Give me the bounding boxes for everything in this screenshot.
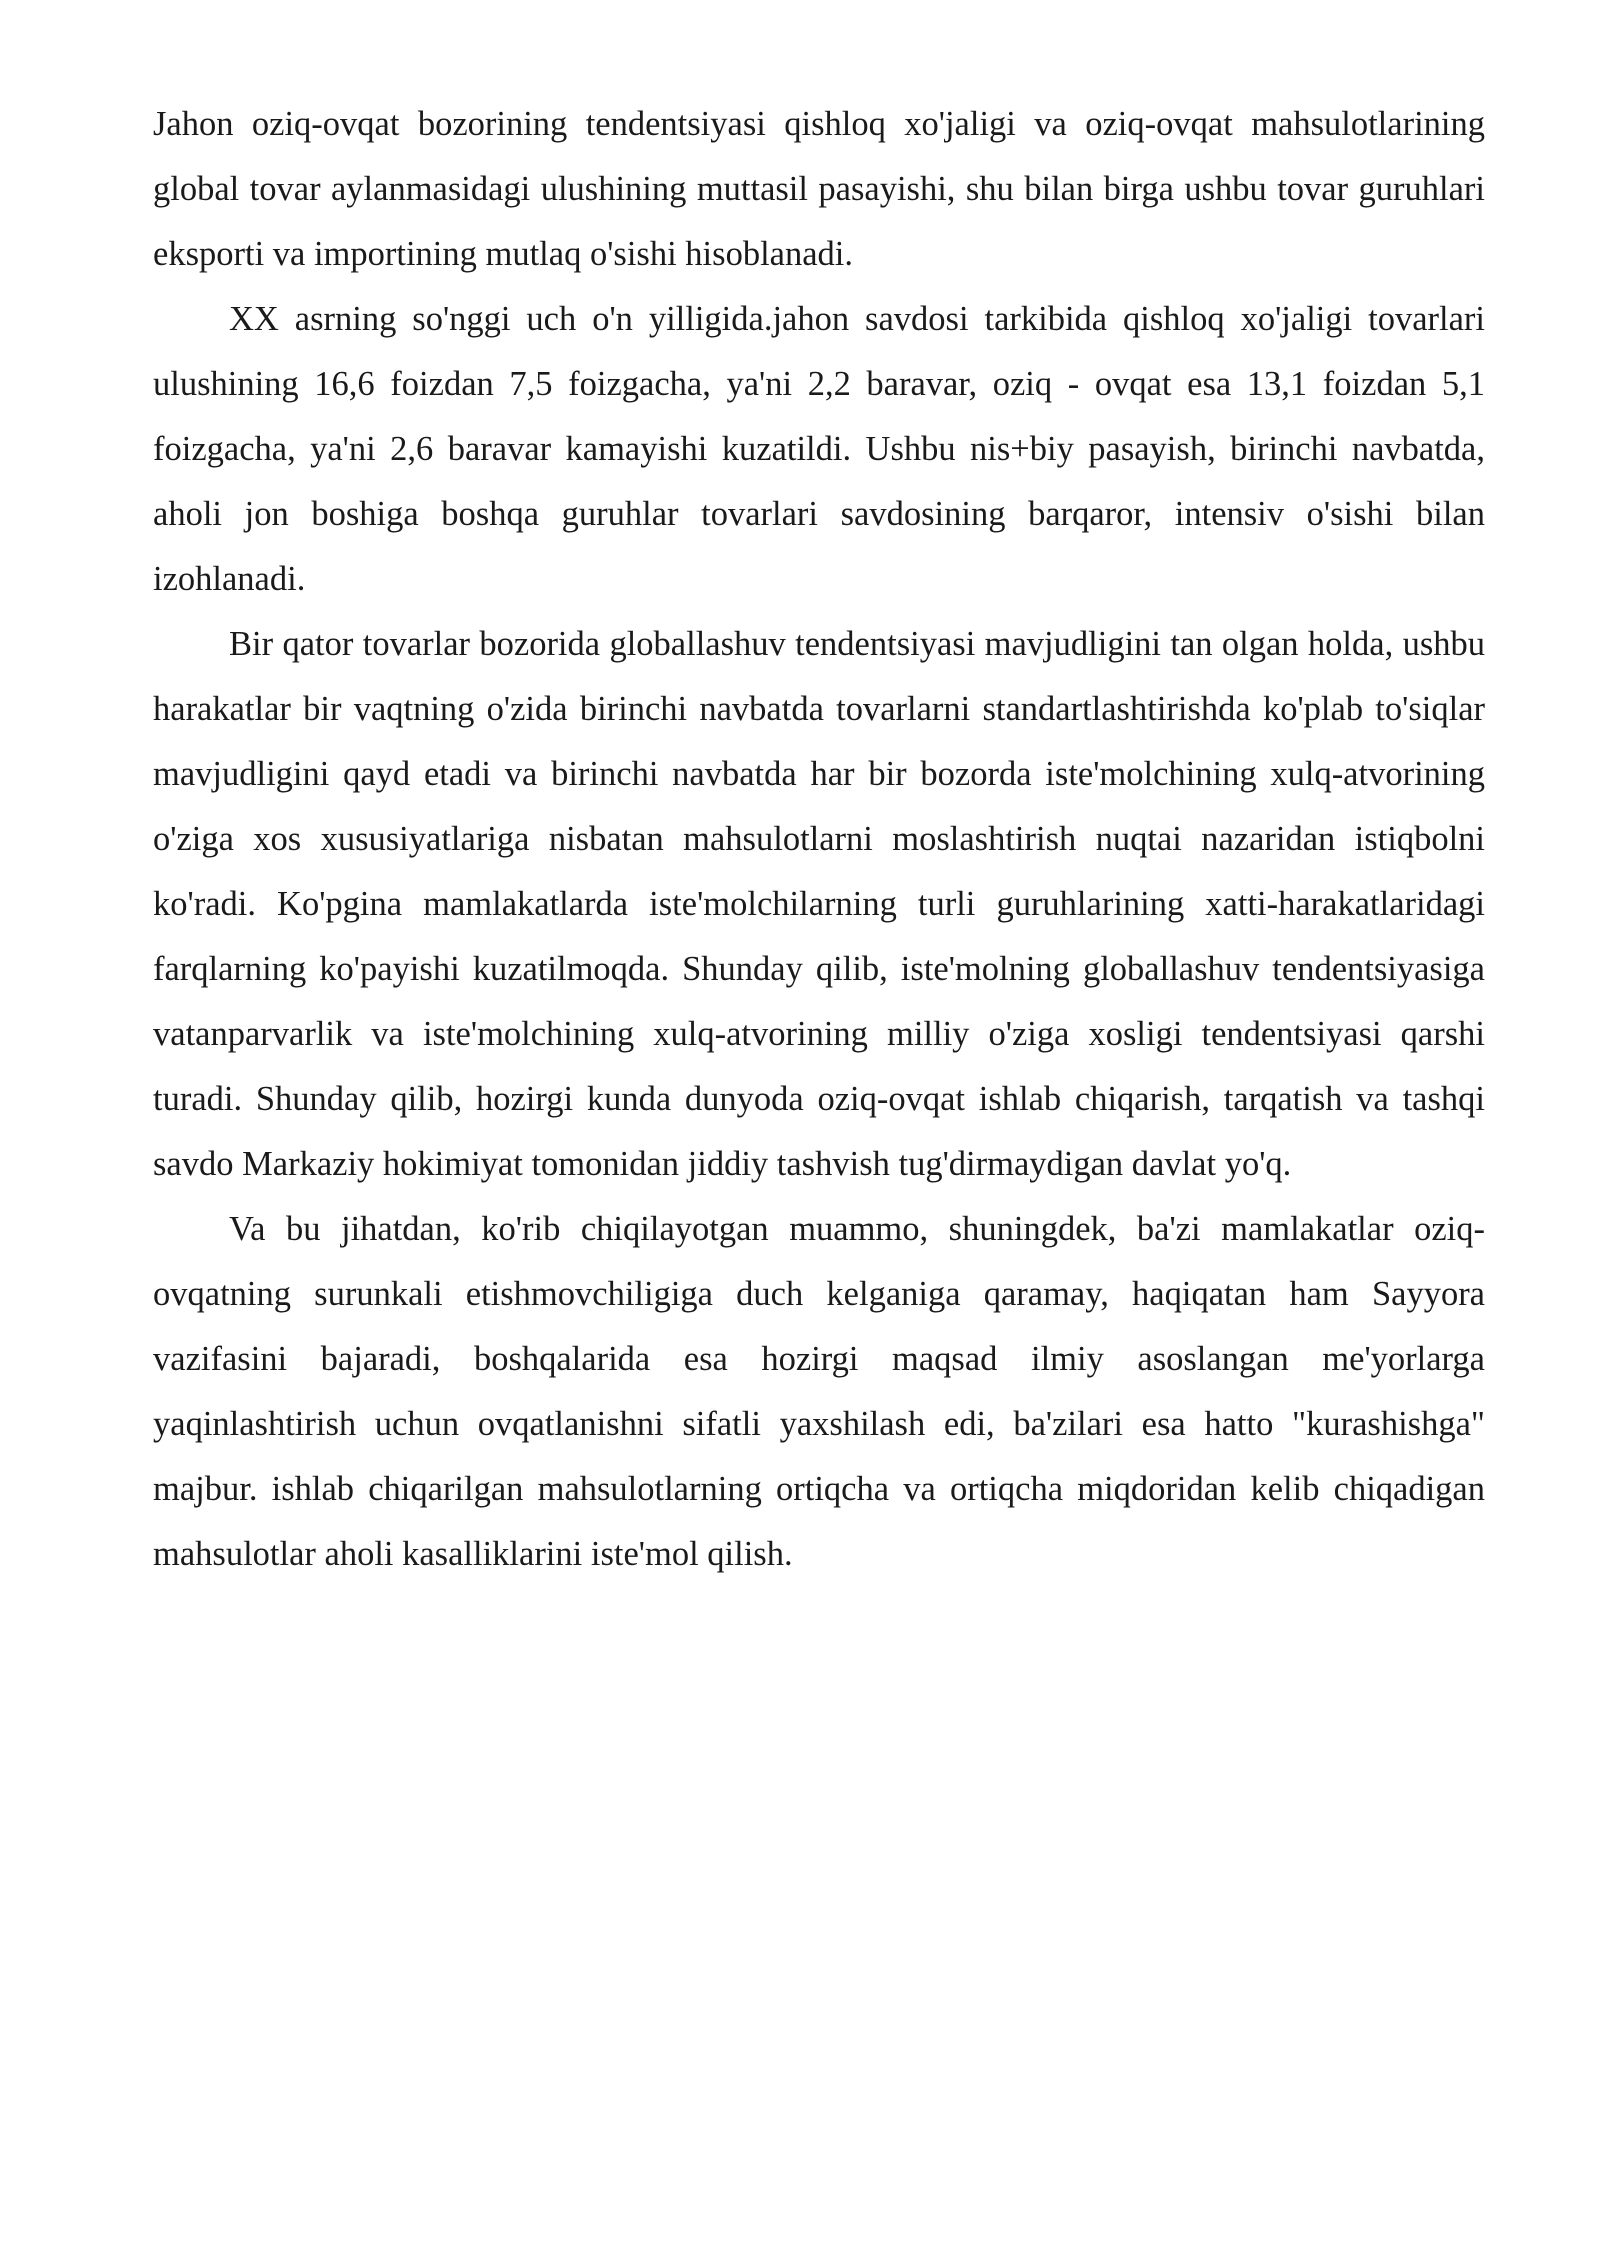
- paragraph-2: XX asrning so'nggi uch o'n yilligida.jahon savdosi tarkibida qishloq xo'jaligi tovarlari ulushining 16,6 foizdan 7,5 foizgacha, ya'ni 2,2 baravar, oziq - ovqat esa 13,1 foizdan 5,1 foizgacha, ya'ni 2,6 baravar kamayishi kuzatildi. Ushbu nis+biy pasayish, birinchi navbatda, aholi jon boshiga boshqa guruhlar tovarlari savdosining barqaror, intensiv o'sishi bilan izohlanadi.: [153, 300, 1485, 598]
- paragraph-4: Va bu jihatdan, ko'rib chiqilayotgan muammo, shuningdek, ba'zi mamlakatlar oziq-ovqatning surunkali etishmovchiligiga duch kelganiga qaramay, haqiqatan ham Sayyora vazifasini bajaradi, boshqalarida esa hozirgi maqsad ilmiy asoslangan me'yorlarga yaqinlashtirish uchun ovqatlanishni sifatli yaxshilash edi, ba'zilari esa hatto "kurashishga" majbur. ishlab chiqarilgan mahsulotlarning ortiqcha va ortiqcha miqdoridan kelib chiqadigan mahsulotlar aholi kasalliklarini iste'mol qilish.: [153, 1210, 1485, 1573]
- document-body: [153, 92, 1485, 1587]
- paragraph-3: Bir qator tovarlar bozorida globallashuv tendentsiyasi mavjudligini tan olgan holda, ushbu harakatlar bir vaqtning o'zida birinchi navbatda tovarlarni standartlashtirishda ko'plab to'siqlar mavjudligini qayd etadi va birinchi navbatda har bir bozorda iste'molchining xulq-atvorining o'ziga xos xususiyatlariga nisbatan mahsulotlarni moslashtirish nuqtai nazaridan istiqbolni ko'radi. Ko'pgina mamlakatlarda iste'molchilarning turli guruhlarining xatti-harakatlaridagi farqlarning ko'payishi kuzatilmoqda. Shunday qilib, iste'molning globallashuv tendentsiyasiga vatanparvarlik va iste'molchining xulq-atvorining milliy o'ziga xosligi tendentsiyasi qarshi turadi. Shunday qilib, hozirgi kunda dunyoda oziq-ovqat ishlab chiqarish, tarqatish va tashqi savdo Markaziy hokimiyat tomonidan jiddiy tashvish tug'dirmaydigan davlat yo'q.: [153, 625, 1485, 1183]
- paragraph-1: Jahon oziq-ovqat bozorining tendentsiyasi qishloq xo'jaligi va oziq-ovqat mahsulotlarining global tovar aylanmasidagi ulushining muttasil pasayishi, shu bilan birga ushbu tovar guruhlari eksporti va importining mutlaq o'sishi hisoblanadi.: [153, 105, 1485, 273]
